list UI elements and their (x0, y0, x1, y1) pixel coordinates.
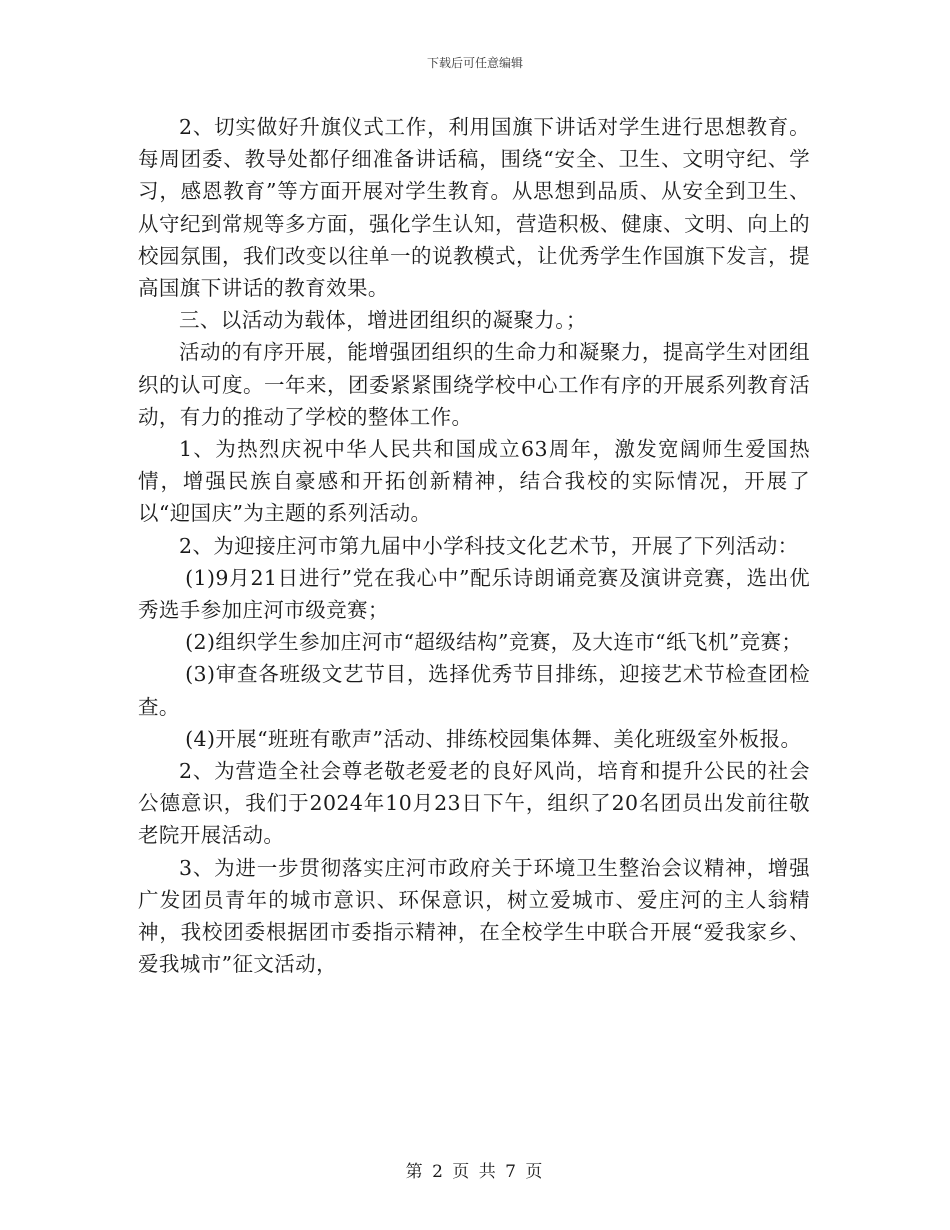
document-body (138, 111, 810, 980)
paragraph-art-festival: 2、为迎接庄河市第九届中小学科技文化艺术节，开展了下列活动： (179, 533, 799, 558)
paragraph-flag-raising: 2、切实做好升旗仪式工作，利用国旗下讲话对学生进行思想教育。每周团委、教导处都仔细准备讲话稿，围绕“安全、卫生、文明守纪、学习，感恩教育”等方面开展对学生教育。从思想到品质、从安全到卫生、从守纪到常规等多方面，强化学生认知，营造积极、健康、文明、向上的校园氛围，我们改变以往单一的说教模式，让优秀学生作国旗下发言，提高国旗下讲话的教育效果。 (138, 115, 810, 301)
list-item-singing-activity: (4)开展“班班有歌声”活动、排练校园集体舞、美化班级室外板报。 (185, 726, 802, 751)
paragraph-nursing-home: 2、为营造全社会尊老敬老爱老的良好风尚，培育和提升公民的社会公德意识，我们于2024年10月23日下午，组织了20名团员出发前往敬老院开展活动。 (138, 759, 810, 848)
list-item-poetry-contest: (1)9月21日进行”党在我心中”配乐诗朗诵竞赛及演讲竞赛，选出优秀选手参加庄河市级竞赛； (138, 565, 810, 623)
section-heading-activities: 三、以活动为载体，增进团组织的凝聚力。； (179, 308, 587, 333)
paragraph-national-day: 1、为热烈庆祝中华人民共和国成立63周年，激发宽阔师生爱国热情，增强民族自豪感和开拓创新精神，结合我校的实际情况，开展了以“迎国庆”为主题的系列活动。 (138, 437, 810, 526)
list-item-art-programs: (3)审查各班级文艺节目，选择优秀节目排练，迎接艺术节检查团检查。 (138, 662, 810, 719)
list-item-structure-contest: (2)组织学生参加庄河市“超级结构”竞赛，及大连市“纸飞机”竞赛； (185, 630, 803, 655)
paragraph-activities-intro: 活动的有序开展，能增强团组织的生命力和凝聚力，提高学生对团组织的认可度。一年来，团委紧紧围绕学校中心工作有序的开展系列教育活动，有力的推动了学校的整体工作。 (138, 340, 810, 429)
page-header: 下载后可任意编辑 (426, 56, 523, 70)
page-footer: 第 2 页 共 7 页 (405, 1162, 545, 1182)
paragraph-essay-activity: 3、为进一步贯彻落实庄河市政府关于环境卫生整治会议精神，增强广发团员青年的城市意识、环保意识，树立爱城市、爱庄河的主人翁精神，我校团委根据团市委指示精神，在全校学生中联合开展“爱我家乡、爱我城市”征文活动， (138, 855, 810, 977)
